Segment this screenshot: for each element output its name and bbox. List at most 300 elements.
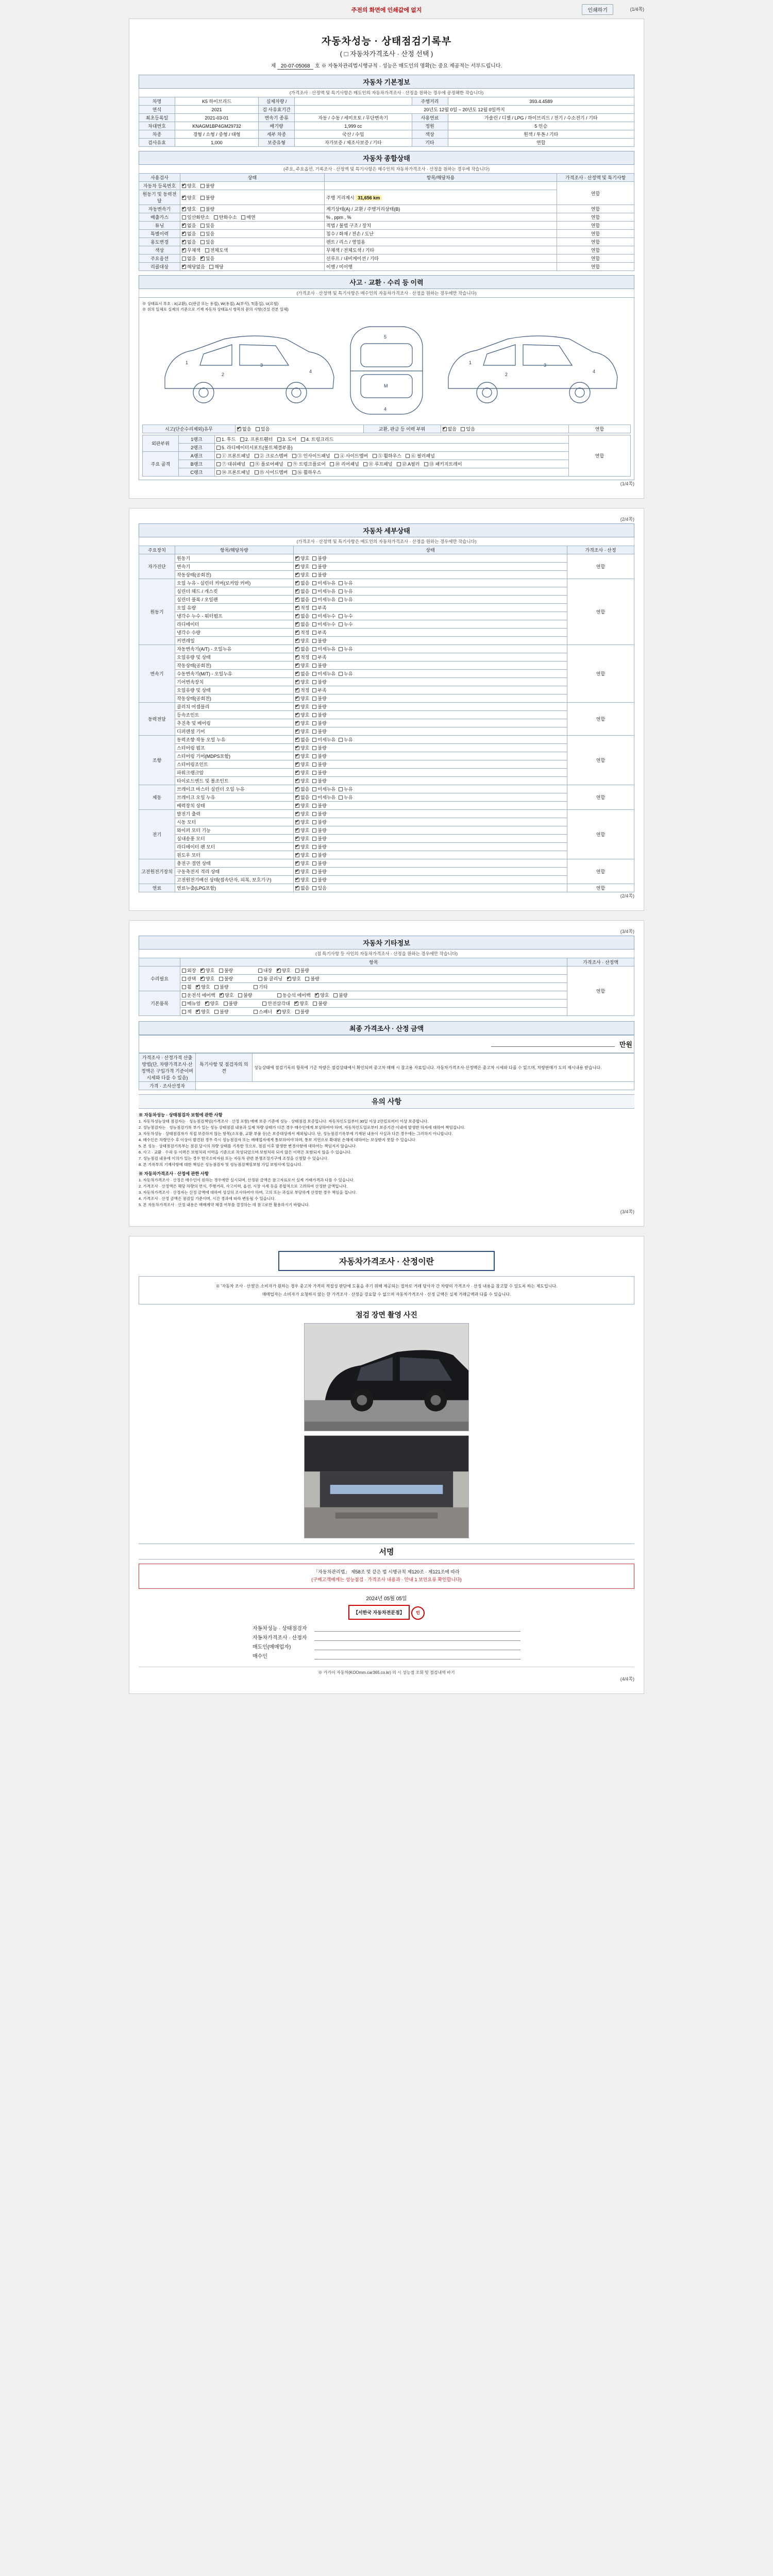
checkbox-alt-1[interactable]	[312, 565, 316, 569]
detail-item-state[interactable]	[294, 596, 567, 604]
checkbox-primary[interactable]	[295, 647, 299, 651]
checkbox-alt-1[interactable]	[312, 878, 316, 882]
checkbox-good-driver-airbag[interactable]	[220, 993, 224, 997]
checkbox-alt-1[interactable]	[312, 779, 316, 783]
item-label: ⑩ 리어패널	[335, 462, 359, 467]
checkbox-alt-1[interactable]	[312, 573, 316, 577]
checkbox-alt-2[interactable]	[339, 589, 343, 594]
checkbox-alt-1[interactable]	[312, 721, 316, 725]
checkbox-triangle[interactable]	[262, 1002, 266, 1006]
etc-row-1-items-3[interactable]	[180, 1008, 567, 1016]
detail-item-state[interactable]	[294, 686, 567, 694]
checkbox-alt-1[interactable]	[312, 664, 316, 668]
checkbox-alt-2[interactable]	[339, 787, 343, 791]
checkbox-primary[interactable]	[295, 762, 299, 767]
checkbox-exists-2[interactable]	[461, 427, 465, 431]
detail-item-label: 시동 모터	[175, 818, 294, 826]
checkbox-primary[interactable]	[295, 771, 299, 775]
checkbox-alt-1[interactable]	[312, 672, 316, 676]
checkbox-alt-1[interactable]	[312, 622, 316, 626]
checkbox-bad-passenger-airbag[interactable]	[333, 993, 338, 997]
detail-item-state[interactable]	[294, 802, 567, 810]
checkbox-jack[interactable]	[182, 1010, 186, 1014]
state-label: 불량	[317, 762, 327, 767]
state-label: 미세누유	[317, 795, 336, 800]
checkbox-primary[interactable]	[295, 721, 299, 725]
checkbox-alt-1[interactable]	[312, 812, 316, 816]
checkbox-primary[interactable]	[295, 861, 299, 866]
overall-row-2-sub: 계기상태(A) / 교환 / 주행거리상태(B)	[325, 205, 557, 213]
checkbox-none[interactable]	[182, 248, 186, 252]
table-row	[139, 596, 634, 604]
item-label: 운전석 에어백	[187, 993, 215, 998]
overall-row-4-opts[interactable]	[180, 222, 325, 230]
checkbox-primary[interactable]	[295, 804, 299, 808]
checkbox-primary[interactable]	[295, 787, 299, 791]
checkbox-alt-1[interactable]	[312, 589, 316, 594]
row-value: 2021-03-01	[175, 114, 259, 122]
checkbox-roof-panel[interactable]	[363, 462, 367, 466]
checkbox-primary[interactable]	[295, 581, 299, 585]
checkbox-bad-manual[interactable]	[224, 1002, 228, 1006]
overall-row-3-opts[interactable]	[180, 213, 325, 222]
checkbox-manual[interactable]	[182, 1002, 186, 1006]
checkbox-alt-2[interactable]	[339, 795, 343, 800]
checkbox-primary[interactable]	[295, 837, 299, 841]
checkbox-alt-1[interactable]	[312, 697, 316, 701]
checkbox-primary[interactable]	[295, 655, 299, 659]
checkbox-good-ext[interactable]	[200, 969, 205, 973]
checkbox-side-member[interactable]	[334, 454, 339, 458]
checkbox-package-tray[interactable]	[424, 462, 428, 466]
etc-row-0-items-3[interactable]	[180, 983, 567, 991]
checkbox-primary[interactable]	[295, 746, 299, 750]
checkbox-bad-spanner[interactable]	[295, 1010, 299, 1014]
row-label: 검사유효	[139, 139, 175, 147]
checkbox-cross-member[interactable]	[255, 454, 259, 458]
checkbox-door[interactable]	[277, 437, 281, 442]
sign-row-value[interactable]	[314, 1652, 520, 1659]
checkbox-primary[interactable]	[295, 738, 299, 742]
checkbox-alt-1[interactable]	[312, 762, 316, 767]
checkbox-bad-wheel[interactable]	[214, 985, 219, 989]
checkbox-alt-1[interactable]	[312, 680, 316, 684]
checkbox-pillar-panel[interactable]	[406, 454, 410, 458]
checkbox-interior[interactable]	[258, 969, 262, 973]
footer-note: ※ 카가이 자동차(KOOmm.car365.co.kr) 의 시 성능점 조회 및 점검내역 바기	[139, 1667, 634, 1675]
notice-para: 5. 본 성능 · 상태점검기록부는 점검 당시의 차량 상태를 기록한 것으로, 점검 이후 발생한 변경사항에 대하여는 책임지지 않습니다.	[139, 1144, 357, 1148]
checkbox-none[interactable]	[182, 224, 186, 228]
checkbox-wheel[interactable]	[182, 985, 186, 989]
accident-sum-opts-2[interactable]	[441, 425, 569, 433]
detail-item-state[interactable]	[294, 843, 567, 851]
checkbox-alt-1[interactable]	[312, 647, 316, 651]
checkbox-alt-2[interactable]	[339, 672, 343, 676]
checkbox-primary[interactable]	[295, 664, 299, 668]
checkbox-good-wheel[interactable]	[196, 985, 200, 989]
table-row	[139, 777, 634, 785]
checkbox-none[interactable]	[182, 232, 186, 236]
detail-item-state[interactable]	[294, 760, 567, 769]
checkbox-primary[interactable]	[295, 853, 299, 857]
state-label: 불량	[317, 638, 327, 643]
detail-item-state[interactable]	[294, 653, 567, 662]
checkbox-none-2[interactable]	[443, 427, 447, 431]
checkbox-good-triangle[interactable]	[294, 1002, 298, 1006]
checkbox-primary[interactable]	[295, 589, 299, 594]
checkbox-alt-1[interactable]	[312, 845, 316, 849]
checkbox-good-jack[interactable]	[196, 1010, 200, 1014]
row-value-3: 원색 / 투톤 / 기타	[448, 130, 634, 139]
photo-2-svg	[305, 1435, 468, 1538]
checkbox-primary[interactable]	[295, 622, 299, 626]
detail-item-state[interactable]	[294, 678, 567, 686]
overall-row-2-opts[interactable]	[180, 205, 325, 213]
checkbox-spanner[interactable]	[254, 1010, 258, 1014]
detail-item-state[interactable]	[294, 868, 567, 876]
checkbox-bad-triangle[interactable]	[313, 1002, 317, 1006]
detail-item-state[interactable]	[294, 645, 567, 653]
checkbox-smoke[interactable]	[241, 215, 245, 219]
table-row	[139, 991, 634, 999]
overall-row-9-opts[interactable]	[180, 263, 325, 271]
state-label: 불량	[243, 993, 253, 998]
sign-row-value[interactable]	[314, 1624, 520, 1632]
checkbox-na[interactable]	[182, 265, 186, 269]
detail-item-state[interactable]	[294, 637, 567, 645]
checkbox-primary[interactable]	[295, 779, 299, 783]
overall-row-5-name: 특별이력	[139, 230, 180, 238]
checkbox-exists[interactable]	[200, 257, 205, 261]
checkbox-dash-panel[interactable]	[216, 462, 221, 466]
page-1	[129, 19, 644, 499]
checkbox-good[interactable]	[182, 196, 186, 200]
detail-item-state[interactable]	[294, 810, 567, 818]
table-row	[139, 859, 634, 868]
opt-label: 없음	[187, 256, 196, 261]
checkbox-good-manual[interactable]	[205, 1002, 209, 1006]
detail-item-state[interactable]	[294, 769, 567, 777]
checkbox-primary[interactable]	[295, 680, 299, 684]
checkbox-exists[interactable]	[256, 427, 260, 431]
etc-row-0-items[interactable]	[180, 967, 567, 975]
checkbox-primary[interactable]	[295, 795, 299, 800]
detail-item-state[interactable]	[294, 571, 567, 579]
detail-item-state[interactable]	[294, 694, 567, 703]
checkbox-good-passenger-airbag[interactable]	[315, 993, 319, 997]
checkbox-bad[interactable]	[200, 184, 205, 188]
checkbox-etc[interactable]	[254, 985, 258, 989]
checkbox-exterior[interactable]	[182, 969, 186, 973]
sign-row-value[interactable]	[314, 1633, 520, 1641]
checkbox-primary[interactable]	[295, 730, 299, 734]
state-label: 불량	[317, 811, 327, 817]
state-label: 부족	[317, 630, 327, 635]
checkbox-alt-1[interactable]	[312, 771, 316, 775]
checkbox-alt-1[interactable]	[312, 886, 316, 890]
checkbox-alt-1[interactable]	[312, 655, 316, 659]
checkbox-side-member-c[interactable]	[255, 470, 259, 474]
checkbox-primary[interactable]	[295, 878, 299, 882]
detail-item-state[interactable]	[294, 851, 567, 859]
checkbox-alt-1[interactable]	[312, 828, 316, 833]
state-label: 불량	[317, 713, 327, 718]
item-label: 기타	[259, 985, 268, 990]
checkbox-alt-2[interactable]	[339, 738, 343, 742]
detail-group-label: 연료	[139, 884, 175, 892]
checkbox-bad-jack[interactable]	[214, 1010, 219, 1014]
accident-summary-table	[142, 425, 631, 433]
detail-item-state[interactable]	[294, 835, 567, 843]
overall-row-8-opts[interactable]	[180, 255, 325, 263]
detail-item-state[interactable]	[294, 826, 567, 835]
detail-item-state[interactable]	[294, 752, 567, 760]
checkbox-good-room[interactable]	[287, 977, 291, 981]
checkbox-alt-1[interactable]	[312, 705, 316, 709]
checkbox-primary[interactable]	[295, 556, 299, 561]
checkbox-hood[interactable]	[216, 437, 221, 442]
svg-text:2: 2	[222, 372, 225, 377]
table-row	[139, 999, 634, 1008]
checkbox-primary[interactable]	[295, 713, 299, 717]
checkbox-hc[interactable]	[214, 215, 218, 219]
checkbox-primary[interactable]	[295, 812, 299, 816]
detail-item-label: 작동상태(공회전)	[175, 571, 294, 579]
detail-item-state[interactable]	[294, 859, 567, 868]
state-label: 없음	[300, 597, 310, 602]
table-row	[139, 835, 634, 843]
detail-item-state[interactable]	[294, 620, 567, 629]
detail-item-state[interactable]	[294, 777, 567, 785]
checkbox-alt-1[interactable]	[312, 820, 316, 824]
checkbox-alt-1[interactable]	[312, 754, 316, 758]
state-label: 불량	[317, 778, 327, 784]
checkbox-alt-1[interactable]	[312, 556, 316, 561]
detail-item-state[interactable]	[294, 670, 567, 678]
checkbox-alt-1[interactable]	[312, 730, 316, 734]
checkbox-primary[interactable]	[295, 598, 299, 602]
checkbox-alt-1[interactable]	[312, 606, 316, 610]
checkbox-passenger-airbag[interactable]	[277, 993, 281, 997]
checkbox-good[interactable]	[182, 184, 186, 188]
state-label: 적정	[300, 605, 310, 611]
row-label: 차대번호	[139, 122, 175, 130]
accident-sum-opts[interactable]	[236, 425, 364, 433]
etc-info-table	[139, 958, 634, 1016]
checkbox-primary[interactable]	[295, 688, 299, 692]
checkbox-trunklid[interactable]	[301, 437, 305, 442]
checkbox-primary[interactable]	[295, 573, 299, 577]
checkbox-alt-1[interactable]	[312, 631, 316, 635]
checkbox-bad-ext[interactable]	[219, 969, 223, 973]
detail-item-state[interactable]	[294, 744, 567, 752]
detail-item-state[interactable]	[294, 612, 567, 620]
checkbox-alt-1[interactable]	[312, 581, 316, 585]
checkbox-trunk-floor[interactable]	[288, 462, 292, 466]
detail-item-state[interactable]	[294, 727, 567, 736]
detail-item-state[interactable]	[294, 736, 567, 744]
docnum-suffix: 호 ※ 자동차관리법시행규칙 · 성능은 매도인의 명확(는 중요 제공적는 서부드립니다.	[315, 63, 502, 69]
table-row	[139, 246, 634, 255]
checkbox-radiator-support[interactable]	[216, 446, 221, 450]
checkbox-bad-room[interactable]	[305, 977, 309, 981]
checkbox-exists[interactable]	[200, 224, 205, 228]
checkbox-primary[interactable]	[295, 870, 299, 874]
overall-row-0-opts[interactable]	[180, 182, 325, 190]
checkbox-wheel-house[interactable]	[373, 454, 377, 458]
row-label: 연식	[139, 106, 175, 114]
table-row	[139, 703, 634, 711]
checkbox-bad-driver-airbag[interactable]	[238, 993, 242, 997]
table-row	[139, 205, 634, 213]
checkbox-primary[interactable]	[295, 614, 299, 618]
detail-item-state[interactable]	[294, 662, 567, 670]
checkbox-rear-panel[interactable]	[330, 462, 334, 466]
checkbox-bad[interactable]	[200, 196, 205, 200]
checkbox-primary[interactable]	[295, 820, 299, 824]
checkbox-primary[interactable]	[295, 639, 299, 643]
checkbox-alt-1[interactable]	[312, 787, 316, 791]
detail-item-state[interactable]	[294, 579, 567, 587]
checkbox-floor-panel[interactable]	[250, 462, 254, 466]
checkbox-front-panel-c[interactable]	[216, 470, 221, 474]
checkbox-alt-1[interactable]	[312, 795, 316, 800]
checkbox-good-spanner[interactable]	[277, 1010, 281, 1014]
overall-row-5-opts[interactable]	[180, 230, 325, 238]
checkbox-primary[interactable]	[295, 754, 299, 758]
checkbox-alt-2[interactable]	[339, 622, 343, 626]
checkbox-bad-int[interactable]	[295, 969, 299, 973]
row-label-2: 배기량	[259, 122, 295, 130]
checkbox-polish[interactable]	[182, 977, 186, 981]
checkbox-alt-1[interactable]	[312, 688, 316, 692]
etc-col-extra: 가격조사 · 산정액	[567, 958, 634, 967]
checkbox-alt-1[interactable]	[312, 639, 316, 643]
checkbox-alt-1[interactable]	[312, 598, 316, 602]
detail-item-state[interactable]	[294, 793, 567, 802]
state-label: 불량	[317, 696, 327, 701]
item-label: 룸 클리닝	[263, 976, 282, 981]
detail-item-state[interactable]	[294, 818, 567, 826]
row-value: 1,000	[175, 139, 259, 147]
checkbox-good[interactable]	[182, 207, 186, 211]
checkbox-alt-1[interactable]	[312, 746, 316, 750]
checkbox-good-int[interactable]	[277, 969, 281, 973]
checkbox-none[interactable]	[182, 240, 186, 244]
table-row	[139, 818, 634, 826]
overall-row-0-extra: 연합	[557, 182, 634, 205]
checkbox-none[interactable]	[182, 257, 186, 261]
overall-row-7-opts[interactable]	[180, 246, 325, 255]
detail-item-state[interactable]	[294, 703, 567, 711]
detail-item-state[interactable]	[294, 629, 567, 637]
overall-row-6-opts[interactable]	[180, 238, 325, 246]
detail-item-label: 브레이크 마스터 실린더 오일 누유	[175, 785, 294, 793]
checkbox-alt-1[interactable]	[312, 738, 316, 742]
checkbox-alt-1[interactable]	[312, 804, 316, 808]
detail-item-state[interactable]	[294, 785, 567, 793]
checkbox-a-pillar[interactable]	[397, 462, 401, 466]
detail-item-state[interactable]	[294, 554, 567, 563]
checkbox-bad-polish[interactable]	[219, 977, 223, 981]
checkbox-primary[interactable]	[295, 697, 299, 701]
checkbox-alt-1[interactable]	[312, 853, 316, 857]
checkbox-primary[interactable]	[295, 705, 299, 709]
detail-item-state[interactable]	[294, 876, 567, 884]
etc-row-1-items[interactable]	[180, 991, 567, 999]
checkbox-room-cleaning[interactable]	[258, 977, 262, 981]
checkbox-alt-2[interactable]	[339, 598, 343, 602]
checkbox-driver-airbag[interactable]	[182, 993, 186, 997]
checkbox-primary[interactable]	[295, 886, 299, 890]
opt-label: 없음	[187, 231, 196, 236]
checkbox-good-polish[interactable]	[200, 977, 205, 981]
checkbox-primary[interactable]	[295, 845, 299, 849]
table-row	[139, 727, 634, 736]
checkbox-alt-2[interactable]	[339, 647, 343, 651]
etc-row-1-items-2[interactable]	[180, 999, 567, 1008]
checkbox-exists[interactable]	[205, 248, 209, 252]
row-label-2: 보증유형	[259, 139, 295, 147]
overall-row-7-extra: 연합	[557, 246, 634, 255]
checkbox-primary[interactable]	[295, 828, 299, 833]
checkbox-primary[interactable]	[295, 565, 299, 569]
state-label: 누유	[344, 581, 353, 586]
etc-row-0-items-2[interactable]	[180, 975, 567, 983]
checkbox-inside-panel[interactable]	[292, 454, 296, 458]
overall-row-1-opts[interactable]	[180, 190, 325, 205]
detail-item-state[interactable]	[294, 563, 567, 571]
detail-item-state[interactable]	[294, 587, 567, 596]
checkbox-alt-1[interactable]	[312, 614, 316, 618]
checkbox-primary[interactable]	[295, 606, 299, 610]
detail-item-state[interactable]	[294, 711, 567, 719]
state-label: 불량	[224, 976, 233, 981]
checkbox-none[interactable]	[237, 427, 241, 431]
frame-title: 주요 골격	[143, 452, 179, 477]
print-button[interactable]: 인쇄하기	[582, 4, 613, 15]
detail-item-state[interactable]	[294, 884, 567, 892]
checkbox-bad[interactable]	[200, 207, 205, 211]
checkbox-alt-1[interactable]	[312, 713, 316, 717]
checkbox-co[interactable]	[182, 215, 186, 219]
checkbox-alt-2[interactable]	[339, 614, 343, 618]
detail-group-label: 원동기	[139, 579, 175, 645]
checkbox-fender[interactable]	[240, 437, 244, 442]
checkbox-applicable[interactable]	[209, 265, 213, 269]
table-row	[139, 114, 634, 122]
table-row	[139, 694, 634, 703]
table-row	[139, 670, 634, 678]
checkbox-primary[interactable]	[295, 631, 299, 635]
checkbox-alt-1[interactable]	[312, 870, 316, 874]
checkbox-alt-1[interactable]	[312, 861, 316, 866]
checkbox-alt-2[interactable]	[339, 581, 343, 585]
checkbox-wheel-house-c[interactable]	[292, 470, 296, 474]
checkbox-primary[interactable]	[295, 672, 299, 676]
checkbox-exists[interactable]	[200, 232, 205, 236]
sign-row-value[interactable]	[314, 1642, 520, 1650]
table-row	[139, 802, 634, 810]
opt-label: 불량	[205, 207, 215, 212]
checkbox-front-panel[interactable]	[216, 454, 221, 458]
detail-item-state[interactable]	[294, 719, 567, 727]
table-row	[143, 435, 631, 444]
checkbox-exists[interactable]	[200, 240, 205, 244]
checkbox-alt-1[interactable]	[312, 837, 316, 841]
detail-item-state[interactable]	[294, 604, 567, 612]
row-label-2: 실제차량 /	[259, 97, 295, 106]
